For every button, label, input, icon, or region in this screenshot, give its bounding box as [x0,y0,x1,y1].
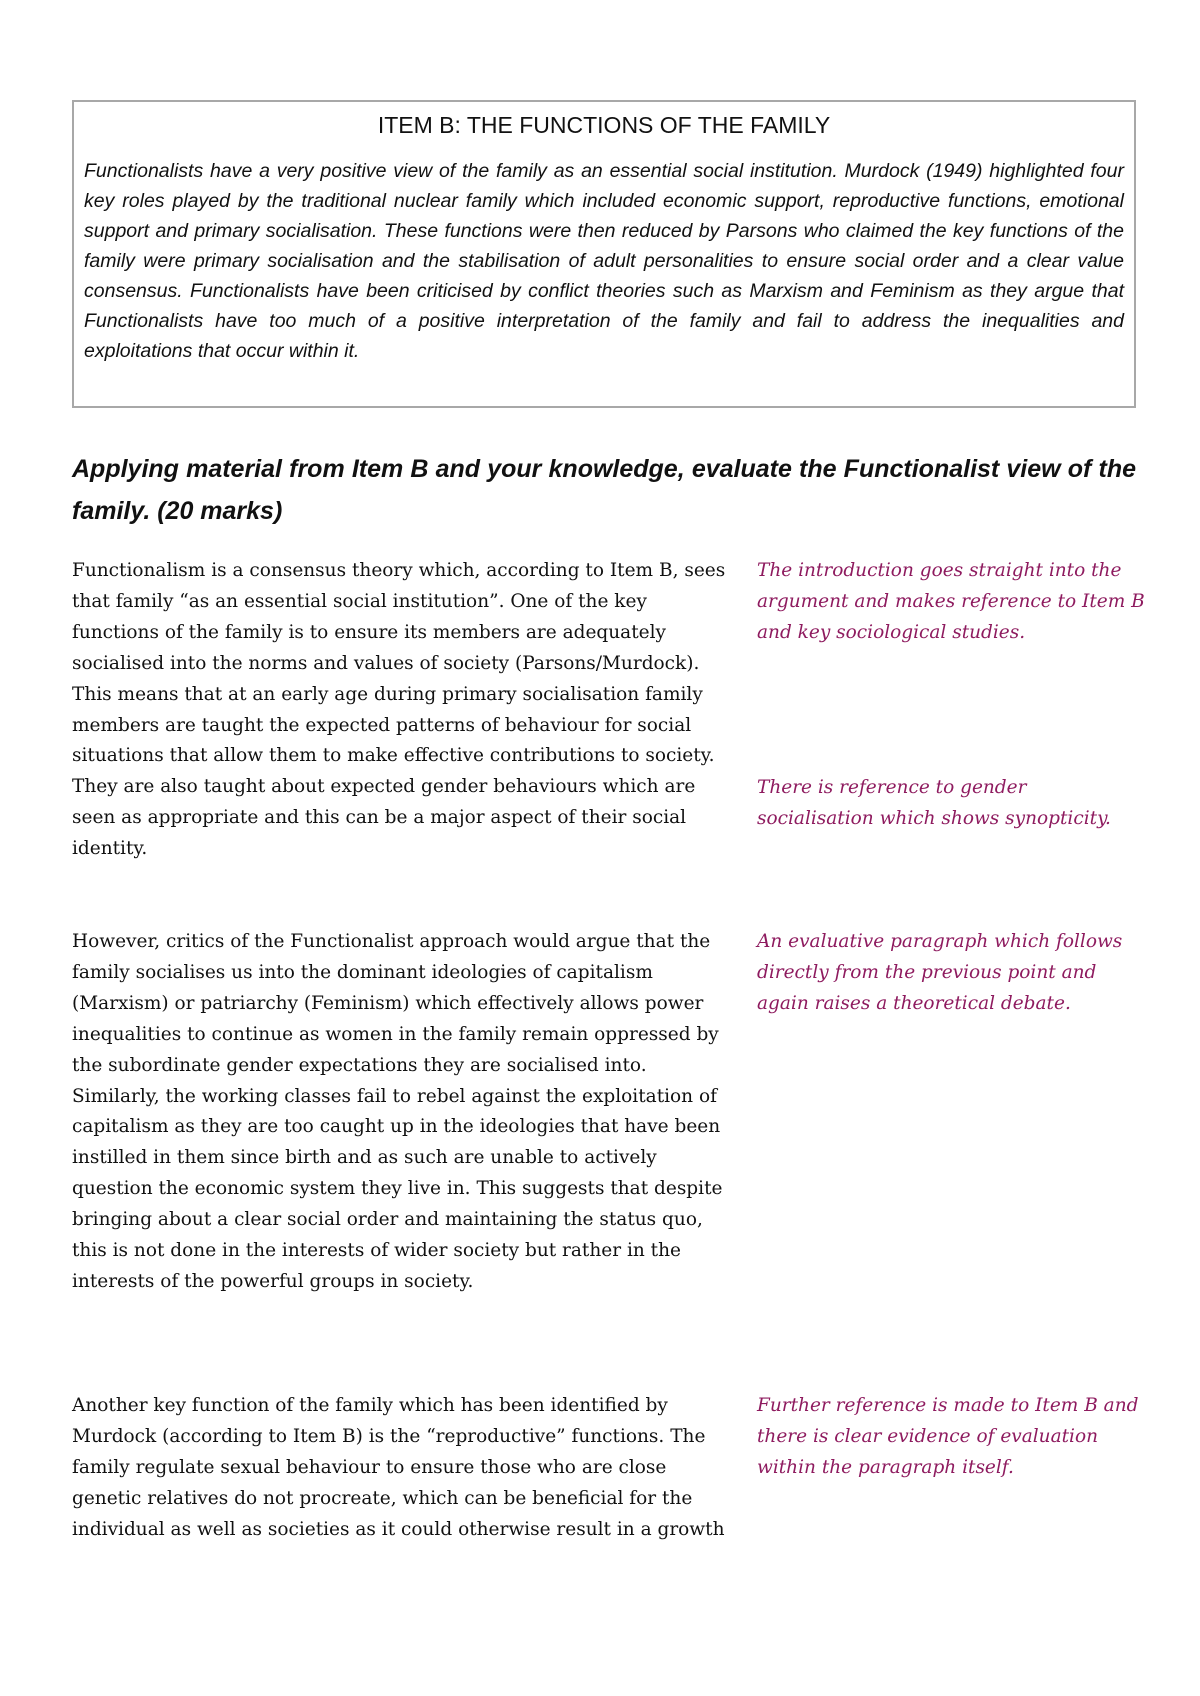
item-b-title: ITEM B: THE FUNCTIONS OF THE FAMILY [377,112,831,138]
item-b-text: Functionalists have a very positive view of the family as an essential social institution. Murdock (1949) highlighted four key roles played by the traditional nuclear family which included economic support, reproductive functions, emotional support and primary socialisation. These functions were then reduced by Parsons who claimed the key functions of the family were primary socialisation and the stabilisation of adult personalities to ensure social order and a clear value consensus. Functionalists have been criticised by conflict theories such as Marxism and Feminism as they argue that Functionalists have too much of a positive interpretation of the family and fail to address the inequalities and exploitations that occur within it. [84,160,1124,362]
margin-comment-2: There is reference to gender socialisation which shows synopticity. [757,777,1111,829]
margin-comment-1: The introduction goes straight into the argument and makes reference to Item B and key sociological studies. [757,560,1145,643]
essay-paragraph-1: Functionalism is a consensus theory which, according to Item B, sees that family “as an essential social institution”. One of the key functions of the family is to ensure its members are adequately socialised into the norms and values of society (Parsons/Murdock). This means that at an early age during primary socialisation family members are taught the expected patterns of behaviour for social situations that allow them to make effective contributions to society. They are also taught about expected gender behaviours which are seen as appropriate and this can be a major aspect of their social identity. [72,560,726,860]
essay-paragraph-2: However, critics of the Functionalist approach would argue that the family socialises us into the dominant ideologies of capitalism (Marxism) or patriarchy (Feminism) which effectively allows power inequalities to continue as women in the family remain oppressed by the subordinate gender expectations they are socialised into. Similarly, the working classes fail to rebel against the exploitation of capitalism as they are too caught up in the ideologies that have been instilled in them since birth and as such are unable to actively question the economic system they live in. This suggests that despite bringing about a clear social order and maintaining the status quo, this is not done in the interests of wider society but rather in the interests of the powerful groups in society. [72,931,723,1292]
margin-comment-3: An evaluative paragraph which follows directly from the previous point and again raises a theoretical debate. [757,931,1123,1014]
margin-comment-4: Further reference is made to Item B and there is clear evidence of evaluation within the paragraph itself. [757,1395,1139,1478]
essay-question: Applying material from Item B and your knowledge, evaluate the Functionalist view of the family. (20 marks) [72,455,1136,525]
item-b-box [72,100,1136,408]
essay-paragraph-3: Another key function of the family which has been identified by Murdock (according to Item B) is the “reproductive” functions. The family regulate sexual behaviour to ensure those who are close genetic relatives do not procreate, which can be beneficial for the individual as well as societies as it could otherwise result in a growth [72,1395,725,1540]
